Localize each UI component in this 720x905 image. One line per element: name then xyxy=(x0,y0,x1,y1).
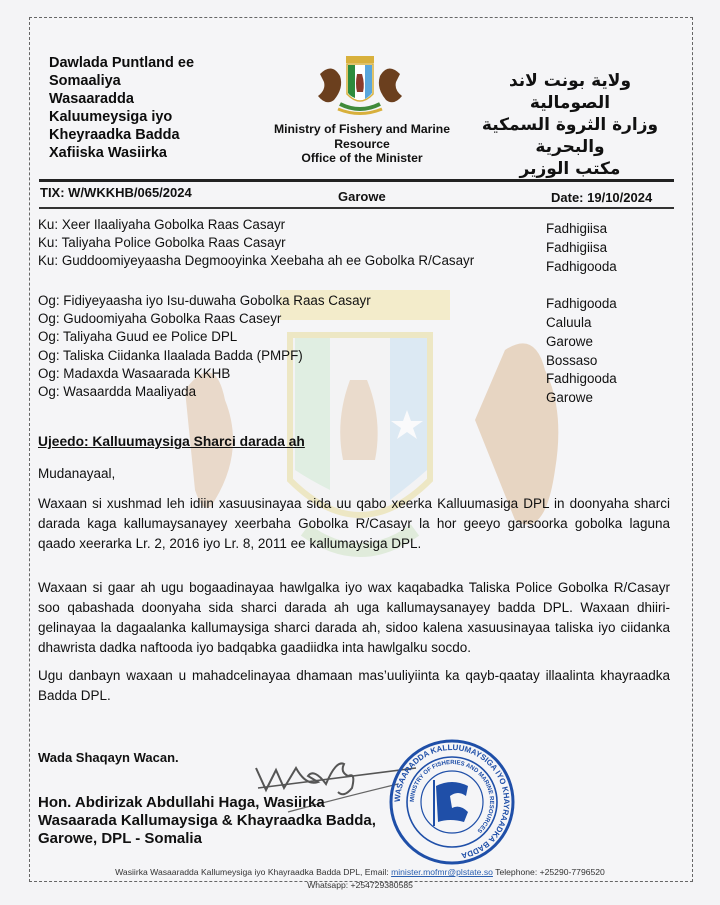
footer-whatsapp: Whatsapp: +254729380585 xyxy=(307,880,413,890)
reference-place: Garowe xyxy=(338,189,386,204)
header-somali-title xyxy=(49,54,194,162)
signatory-line: Wasaarada Kallumaysiga & Khayraadka Badda, xyxy=(38,812,376,829)
recipient-cc-name: Og: Madaxda Wasaarada KKHB xyxy=(38,366,231,381)
reference-number: TIX: W/WKKHB/065/2024 xyxy=(40,185,192,200)
header-english-title xyxy=(262,122,462,166)
stamp-outer-text: WASAARADDA KALLUUMAYSIGA IYO KHAYRAADKA BADDA xyxy=(392,742,512,861)
recipient-to-location: Fadhigiisa xyxy=(546,240,608,255)
header-left-line: Dawlada Puntland ee xyxy=(49,55,195,71)
recipient-cc-location: Caluula xyxy=(546,315,592,330)
letter-paragraph: Ugu danbayn waxaan u mahadcelinayaa dhamaan mas’uuliyiinta ka qayb-qaatay illaalinta khayraadka Badda DPL. xyxy=(38,668,670,703)
stamp-inner-text: MINISTRY OF FISHERIES AND MARINE RESOURCES xyxy=(409,759,495,834)
header-right-line: ولاية بونت لاند الصومالية xyxy=(508,71,632,113)
header-left-line: Wasaaradda xyxy=(49,91,134,107)
recipient-to-location: Fadhigooda xyxy=(546,259,617,274)
ministry-stamp-icon xyxy=(388,738,516,866)
recipient-to-location: Fadhigiisa xyxy=(546,221,608,236)
letter-paragraph: Waxaan si gaar ah ugu bogaadinayaa hawlgalka iyo wax kaqabadka Taliska Police Gobolka R/Casayr soo qabashada doonyaha sida sharci darada ah uga kallumaysanayey badda DPL. Waxaan dhiiri-gelinayaa la dagaalanka kallumaysiga sharci darada ah, sidoo kalena xasuusinayaa taliska iyo ciidanka dhawrista dadka naftooda iyo badqabka gaadiidka inta hawlgalku socdo. xyxy=(38,580,670,655)
recipient-to-name: Ku: Xeer Ilaaliyaha Gobolka Raas Casayr xyxy=(38,217,286,232)
recipient-cc-location: Garowe xyxy=(546,334,593,349)
letter-salutation: Mudanayaal, xyxy=(38,466,116,481)
footer-contact-line xyxy=(80,866,640,879)
reference-bottom-rule xyxy=(39,207,674,209)
letter-footer xyxy=(80,866,640,892)
recipient-cc-name: Og: Gudoomiyaha Gobolka Raas Caseyr xyxy=(38,311,282,326)
recipient-cc-location: Bossaso xyxy=(546,353,598,368)
signatory-block xyxy=(38,794,376,848)
recipient-cc-name: Og: Taliyaha Guud ee Police DPL xyxy=(38,329,238,344)
reference-top-rule xyxy=(39,179,674,182)
recipient-cc-name: Og: Taliska Ciidanka Ilaalada Badda (PMPF) xyxy=(38,348,303,363)
header-center-line: Ministry of Fishery and Marine xyxy=(273,122,451,136)
signatory-line: Hon. Abdirizak Abdullahi Haga, Wasiirka xyxy=(38,794,325,811)
header-left-line: Kheyraadka Badda xyxy=(49,127,180,143)
footer-telephone: Telephone: +25290-7796520 xyxy=(492,867,605,877)
header-left-line: Kaluumeysiga iyo xyxy=(49,109,173,125)
recipient-to-name: Ku: Guddoomiyeyaasha Degmooyinka Xeebaha ah ee Gobolka R/Casayr xyxy=(38,253,475,268)
header-right-line: مكتب الوزير xyxy=(519,159,621,179)
letter-subject: Ujeedo: Kalluumaysiga Sharci darada ah xyxy=(38,434,305,449)
recipient-cc-name: Og: Fidiyeyaasha iyo Isu-duwaha Gobolka Raas Casayr xyxy=(38,293,371,308)
header-left-line: Somaaliya xyxy=(49,73,121,89)
signatory-line: Garowe, DPL - Somalia xyxy=(38,830,202,847)
header-left-line: Xafiiska Wasiirka xyxy=(49,145,167,161)
header-right-line: وزارة الثروة السمكية والبحرية xyxy=(481,115,659,157)
reference-date: Date: 19/10/2024 xyxy=(551,190,653,205)
recipient-to-name: Ku: Taliyaha Police Gobolka Raas Casayr xyxy=(38,235,286,250)
recipient-cc-location: Fadhigooda xyxy=(546,371,617,386)
letter-closing: Wada Shaqayn Wacan. xyxy=(38,750,179,765)
footer-email-link[interactable]: minister.mofmr@plstate.so xyxy=(391,867,493,877)
recipient-cc-location: Fadhigooda xyxy=(546,296,617,311)
header-center-line: Office of the Minister xyxy=(301,151,423,165)
header-arabic-title xyxy=(470,70,670,180)
recipient-cc-name: Og: Wasaardda Maaliyada xyxy=(38,384,197,399)
recipient-cc-location: Garowe xyxy=(546,390,593,405)
letter-paragraph: Waxaan si xushmad leh idiin xasuusinayaa sida uu qabo xeerka Kalluumasiga DPL in doonyaha sharci darada kaga kallumaysanayey xeerbaha Gobolka R/Casayr la hor geeyo garsoorka gobolka laguna qaado xeerarka Lr. 2, 2016 iyo Lr. 8, 2011 ee kallumaysiga DPL. xyxy=(38,496,670,551)
header-center-line: Resource xyxy=(334,136,390,151)
footer-ministry-text: Wasiirka Wasaaradda Kallumeysiga iyo Khayraadka Badda DPL, Email: xyxy=(115,867,392,877)
puntland-coat-of-arms-icon xyxy=(310,52,410,118)
